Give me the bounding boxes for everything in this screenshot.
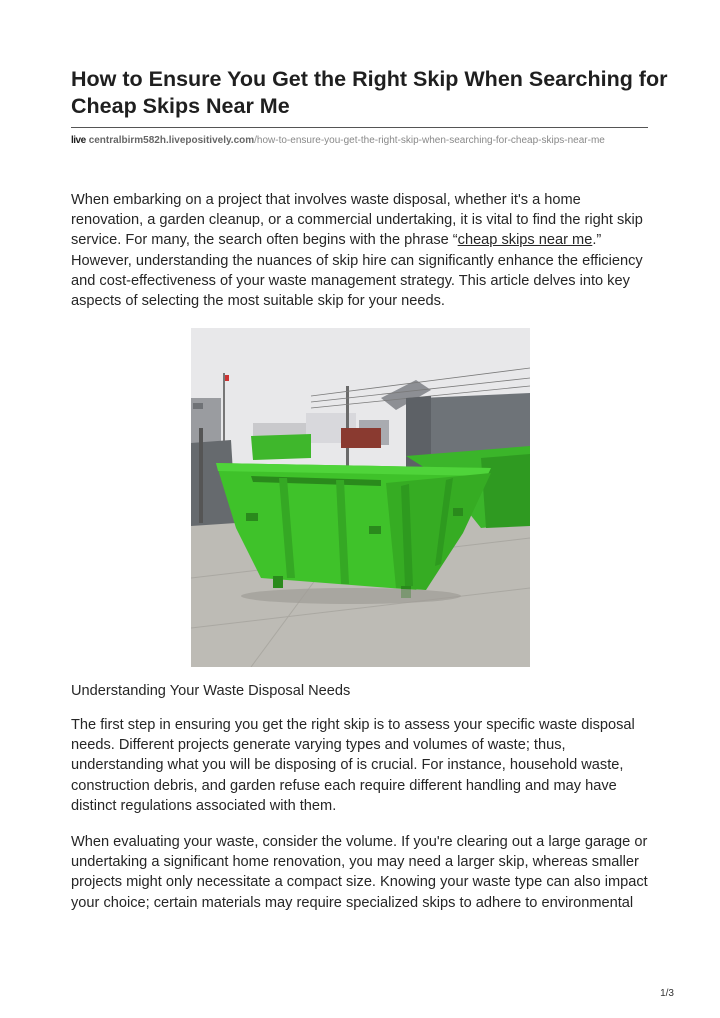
site-logo: live <box>71 135 86 146</box>
source-line <box>71 133 646 148</box>
source-path[interactable]: /how-to-ensure-you-get-the-right-skip-when-searching-for-cheap-skips-near-me <box>254 135 605 146</box>
article-title: How to Ensure You Get the Right Skip When Searching for Cheap Skips Near Me <box>71 67 668 118</box>
source-domain[interactable]: centralbirm582h.livepositively.com <box>88 135 255 146</box>
intro-paragraph <box>71 190 649 311</box>
page-number: 1/3 <box>660 988 674 999</box>
intro-text-after-link: .” However, understanding the nuances of skip hire can significantly enhance the efficiency and cost-effectiveness of your waste management strategy. This article delves into key aspects of selecting the most suitable skip for your needs. <box>71 232 643 310</box>
cheap-skips-link[interactable]: cheap skips near me <box>457 232 593 249</box>
paragraph-waste-volume: When evaluating your waste, consider the volume. If you're clearing out a large garage or undertaking a significant home renovation, you may need a larger skip, whereas smaller projects might only necessitate a compact size. Knowing your waste type can also impact your choice; certain materials may require specialized skips to adhere to environmental <box>71 834 648 911</box>
section-heading: Understanding Your Waste Disposal Needs <box>71 683 351 699</box>
paragraph-waste-needs: The first step in ensuring you get the right skip is to assess your specific waste disposal needs. Different projects generate varying types and volumes of waste; thus, understanding what you will be disposing of is crucial. For instance, household waste, construction debris, and garden refuse each require different handling and may have distinct regulations associated with them. <box>71 717 635 814</box>
skip-bins-photo <box>191 328 530 667</box>
intro-text-before-link: When embarking on a project that involves waste disposal, whether it's a home renovation, a garden cleanup, or a commercial undertaking, it is vital to find the right skip service. For many, the search often begins with the phrase “ <box>71 192 643 249</box>
title-divider <box>71 127 648 128</box>
